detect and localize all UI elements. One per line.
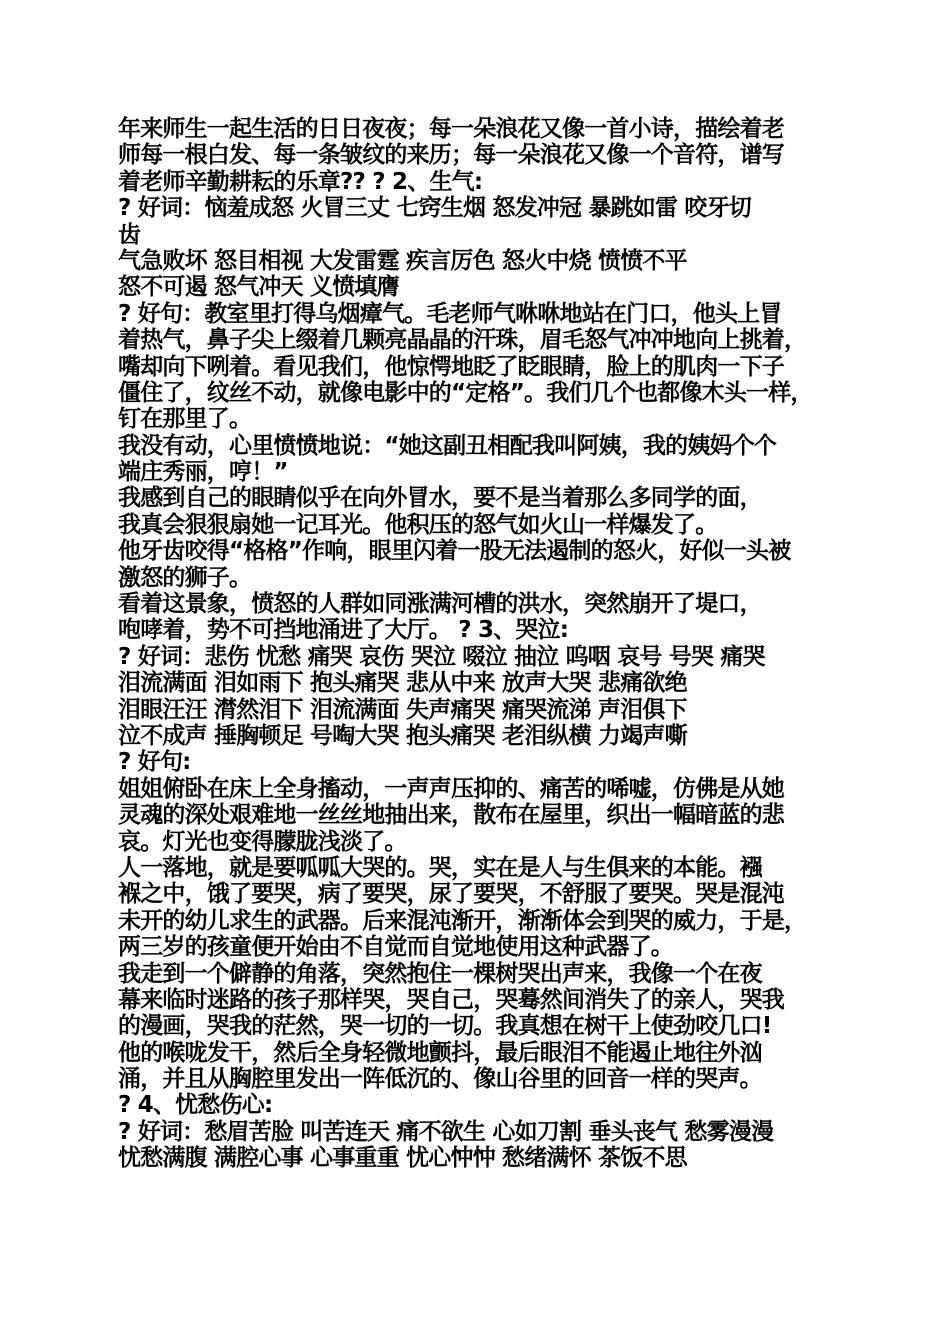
text-line: 气急败坏 怒目相视 大发雷霆 疾言厉色 怒火中烧 愤愤不平	[118, 247, 687, 274]
text-line: 灵魂的深处艰难地一丝丝地抽出来，散布在屋里，织出一幅暗蓝的悲	[118, 802, 785, 829]
text-line: ? 好词：愁眉苦脸 叫苦连天 痛不欲生 心如刀割 垂头丧气 愁雾漫漫	[118, 1118, 774, 1145]
text-line: 端庄秀丽，哼！”	[118, 459, 288, 486]
text-line: 着老师辛勤耕耘的乐章?? ? 2、生气:	[118, 168, 483, 195]
text-line: 泪流满面 泪如雨下 抱头痛哭 悲从中来 放声大哭 悲痛欲绝	[118, 670, 687, 697]
text-line: 幕来临时迷路的孩子那样哭，哭自己，哭蓦然间消失了的亲人，哭我	[118, 986, 785, 1013]
text-line: 我没有动，心里愤愤地说：“她这副丑相配我叫阿姨，我的姨妈个个	[118, 432, 777, 459]
text-line: ? 好词：悲伤 忧愁 痛哭 哀伤 哭泣 啜泣 抽泣 呜咽 哀号 号哭 痛哭	[118, 643, 765, 670]
text-line: 嘴却向下咧着。看见我们，他惊愕地眨了眨眼睛，脸上的肌肉一下子	[118, 353, 785, 380]
text-line: 涌，并且从胸腔里发出一阵低沉的、像山谷里的回音一样的哭声。	[118, 1066, 762, 1093]
text-line: 忧愁满腹 满腔心事 心事重重 忧心忡忡 愁绪满怀 茶饭不思	[118, 1145, 687, 1172]
text-line: 两三岁的孩童便开始由不自觉而自觉地使用这种武器了。	[118, 934, 674, 961]
text-line: 师每一根白发、每一条皱纹的来历；每一朵浪花又像一个音符，谱写	[118, 142, 785, 169]
text-line: 怒不可遏 怒气冲天 义愤填膺	[118, 274, 399, 301]
text-line: 着热气，鼻子尖上缀着几颗亮晶晶的汗珠，眉毛怒气冲冲地向上挑着，	[118, 327, 807, 354]
text-line: 哀。灯光也变得朦胧浅淡了。	[118, 828, 407, 855]
text-line: ? 好句:	[118, 749, 191, 776]
text-line: 褓之中，饿了要哭，病了要哭，尿了要哭，不舒服了要哭。哭是混沌	[118, 881, 785, 908]
text-line: ? 4、忧愁伤心:	[118, 1092, 273, 1119]
text-line: 钉在那里了。	[118, 406, 252, 433]
text-line: 我感到自己的眼睛似乎在向外冒水，要不是当着那么多同学的面，	[118, 485, 762, 512]
text-line: 他牙齿咬得“格格”作响，眼里闪着一股无法遏制的怒火，好似一头被	[118, 538, 791, 565]
text-line: 他的喉咙发干，然后全身轻微地颤抖，最后眼泪不能遏止地往外汹	[118, 1039, 762, 1066]
text-line: 未开的幼儿求生的武器。后来混沌渐开，渐渐体会到哭的威力，于是，	[118, 907, 807, 934]
text-line: 泪眼汪汪 潸然泪下 泪流满面 失声痛哭 痛哭流涕 声泪俱下	[118, 696, 687, 723]
text-line: 咆哮着，势不可挡地涌进了大厅。 ? 3、哭泣:	[118, 617, 569, 644]
text-line: 激怒的狮子。	[118, 564, 252, 591]
text-line: 泣不成声 捶胸顿足 号啕大哭 抱头痛哭 老泪纵横 力竭声嘶	[118, 722, 687, 749]
text-line: 姐姐俯卧在床上全身搐动，一声声压抑的、痛苦的唏嘘，仿佛是从她	[118, 775, 785, 802]
text-line: 的漫画，哭我的茫然，哭一切的一切。我真想在树干上使劲咬几口!	[118, 1013, 772, 1040]
text-line: 看着这景象，愤怒的人群如同涨满河槽的洪水，突然崩开了堤口，	[118, 591, 762, 618]
text-line: 我走到一个僻静的角落，突然抱住一棵树哭出声来，我像一个在夜	[118, 960, 762, 987]
text-line: 人一落地，就是要呱呱大哭的。哭，实在是人与生俱来的本能。襁	[118, 854, 762, 881]
text-line: 年来师生一起生活的日日夜夜；每一朵浪花又像一首小诗，描绘着老	[118, 116, 785, 142]
text-line: ? 好句：教室里打得乌烟瘴气。毛老师气咻咻地站在门口，他头上冒	[118, 300, 782, 327]
document-body	[118, 116, 838, 1172]
text-line: 齿	[118, 221, 141, 248]
text-line: 我真会狠狠扇她一记耳光。他积压的怒气如火山一样爆发了。	[118, 511, 718, 538]
text-line: 僵住了，纹丝不动，就像电影中的“定格”。我们几个也都像木头一样，	[118, 379, 813, 406]
text-line: ? 好词：恼羞成怒 火冒三丈 七窍生烟 怒发冲冠 暴跳如雷 咬牙切	[118, 195, 751, 222]
